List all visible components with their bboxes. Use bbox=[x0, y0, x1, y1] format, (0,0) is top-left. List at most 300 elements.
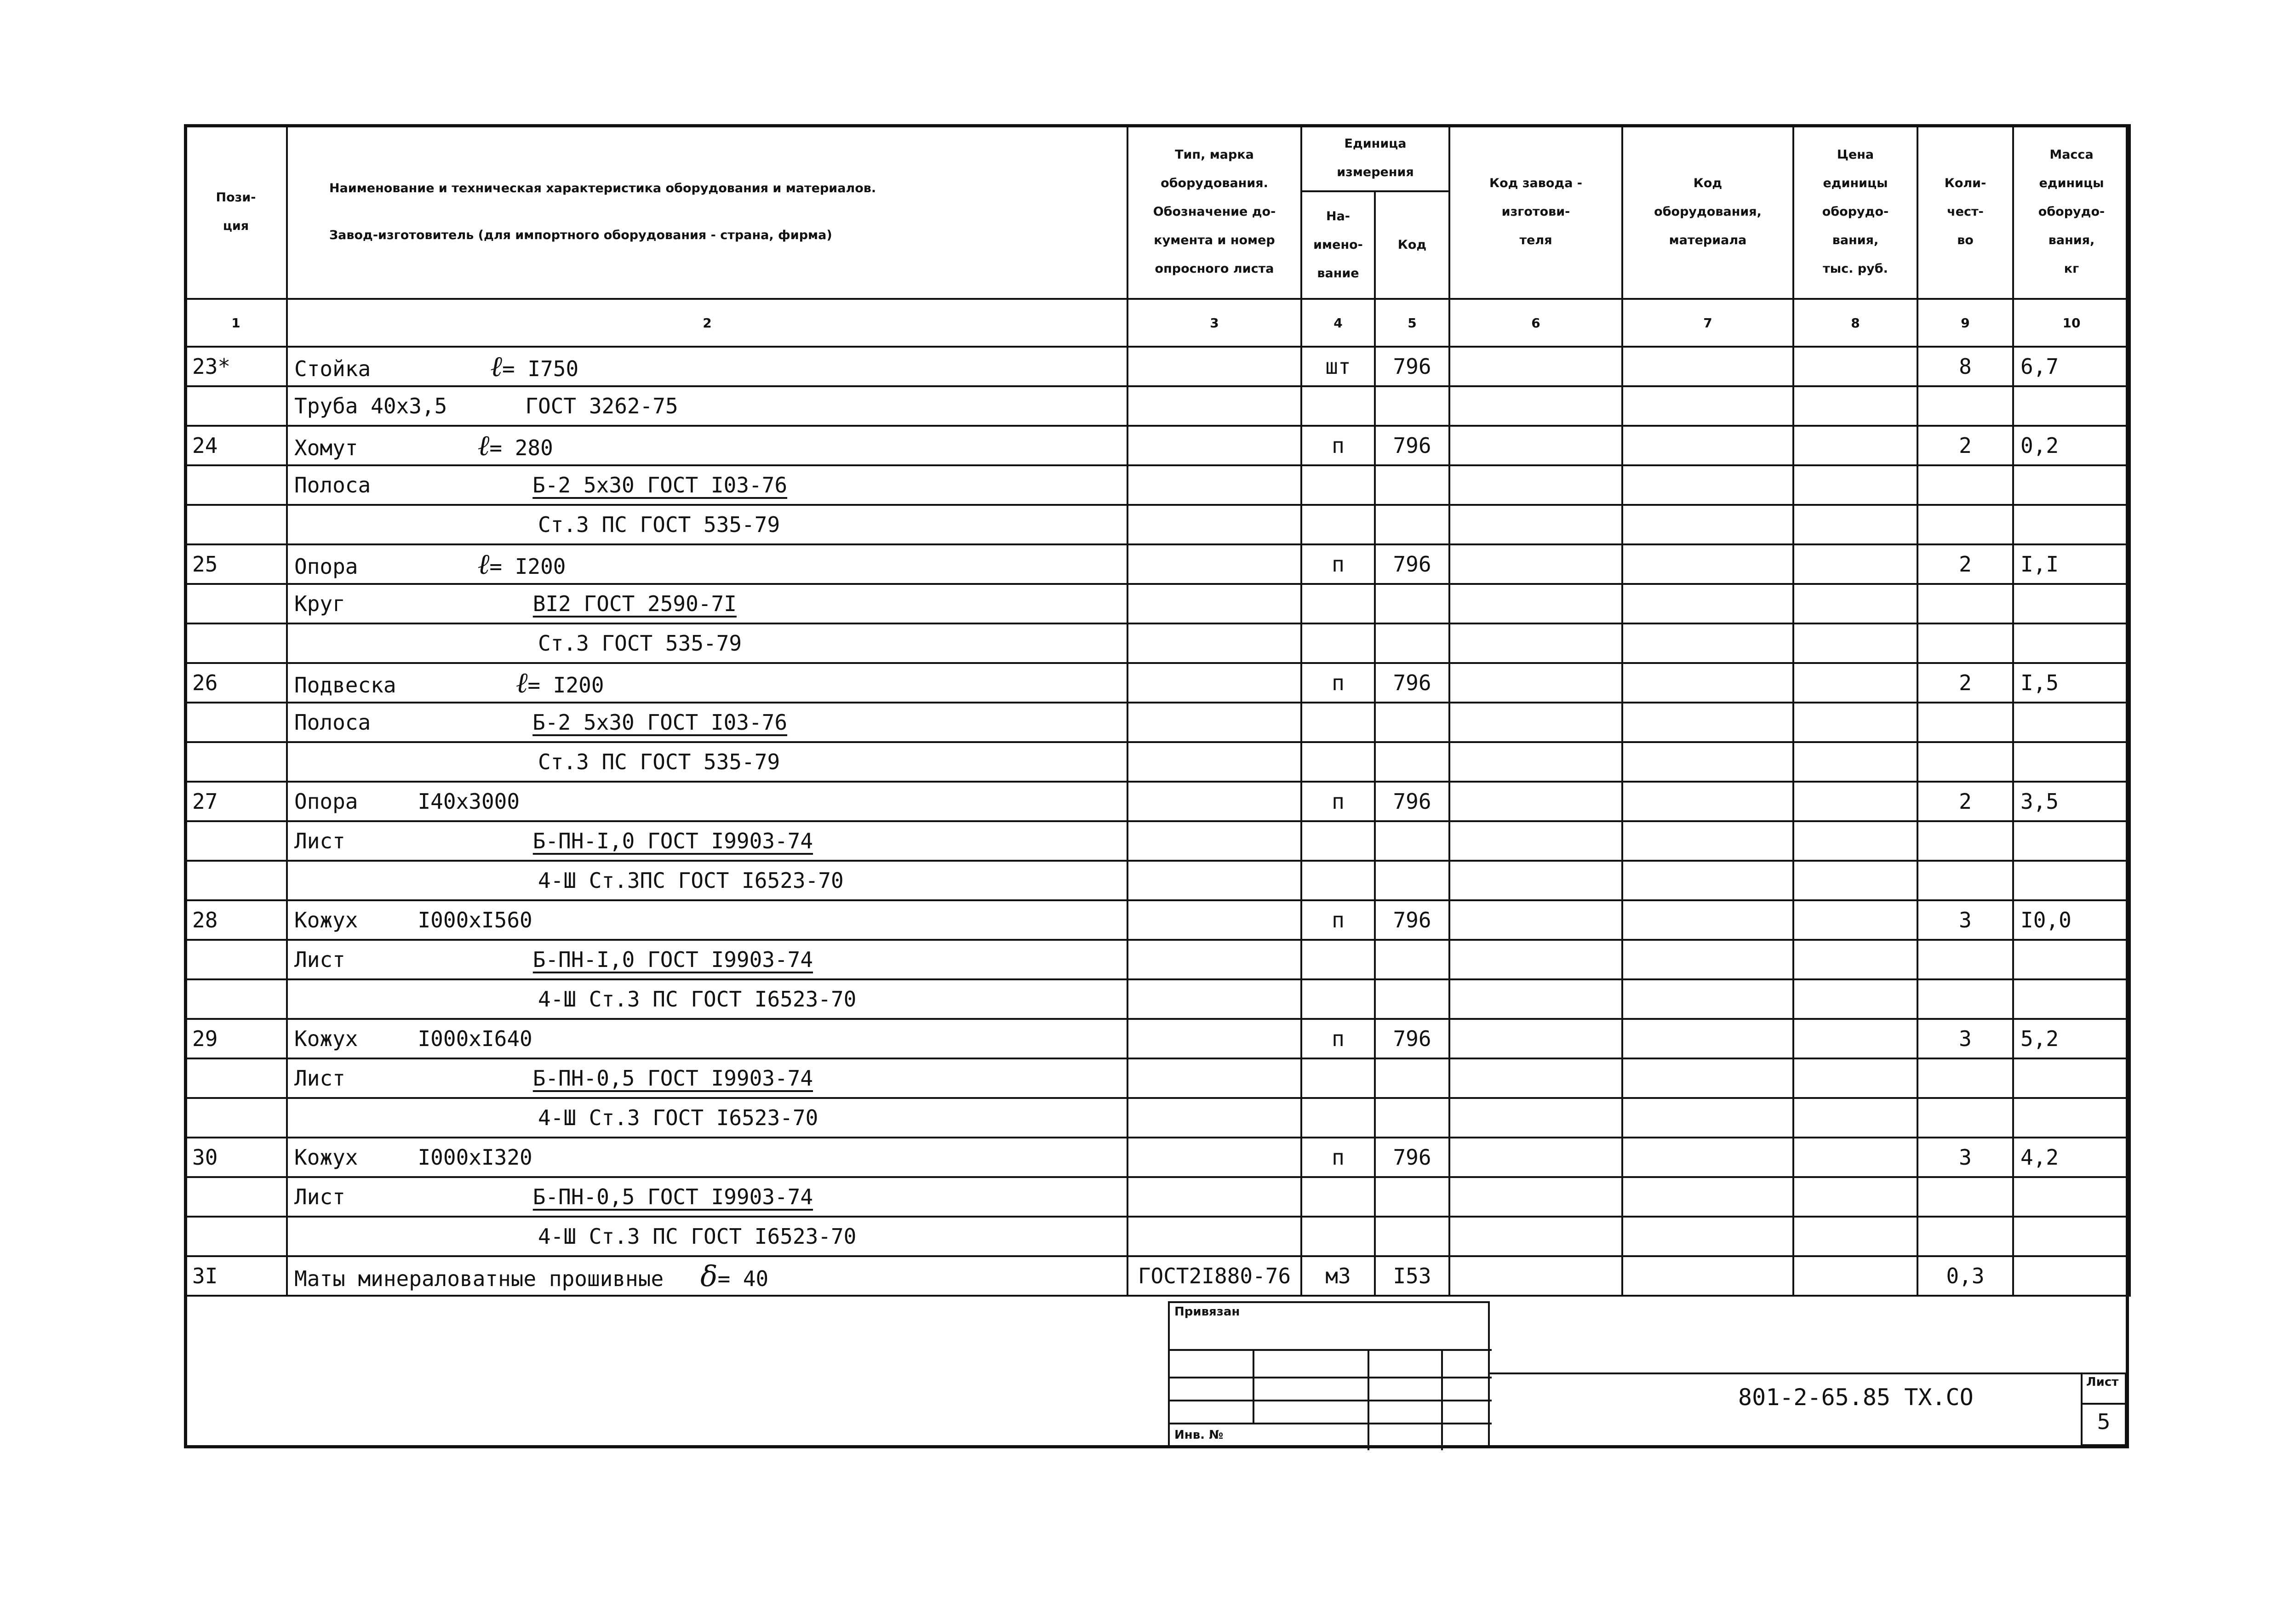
unit-name-cell bbox=[1301, 979, 1375, 1019]
standard-text: Б-ПН-I,0 ГОСТ I9903-74 bbox=[532, 947, 813, 972]
position-cell: 28 bbox=[185, 900, 287, 940]
item-name: Опора bbox=[294, 789, 358, 814]
standard-reference bbox=[345, 947, 813, 972]
name-cell bbox=[287, 821, 1127, 861]
document-cell bbox=[1127, 821, 1301, 861]
equipment-code-cell bbox=[1622, 1058, 1793, 1098]
header-text: Завод-изготовитель (для импортного оборудования - страна, фирма) bbox=[329, 228, 832, 242]
mass-cell bbox=[2013, 465, 2130, 505]
header-text: кг bbox=[2064, 262, 2079, 276]
sheet-number: 5 bbox=[2083, 1403, 2125, 1434]
header-equipment-code bbox=[1622, 125, 1793, 299]
name-cell bbox=[287, 505, 1127, 544]
unit-code-cell bbox=[1375, 1177, 1449, 1217]
column-number: 1 bbox=[185, 299, 287, 347]
mass-cell bbox=[2013, 1217, 2130, 1256]
quantity-cell: 2 bbox=[1917, 544, 2013, 584]
binding-stamp bbox=[1168, 1301, 1490, 1448]
unit-name-cell: п bbox=[1301, 1138, 1375, 1177]
item-parameter: = I200 bbox=[489, 554, 566, 579]
table-row bbox=[185, 544, 2130, 584]
unit-name-cell bbox=[1301, 1217, 1375, 1256]
mass-cell: I0,0 bbox=[2013, 900, 2130, 940]
table-row bbox=[185, 386, 2130, 426]
unit-code-cell bbox=[1375, 505, 1449, 544]
price-cell bbox=[1793, 900, 1917, 940]
standard-reference bbox=[294, 631, 742, 656]
quantity-cell bbox=[1917, 703, 2013, 742]
position-cell bbox=[185, 505, 287, 544]
maker-code-cell bbox=[1449, 1058, 1622, 1098]
unit-code-cell: 796 bbox=[1375, 782, 1449, 821]
header-maker-code bbox=[1449, 125, 1622, 299]
standard-text: Ст.3 ГОСТ 535-79 bbox=[538, 631, 742, 656]
bound-label: Привязан bbox=[1174, 1305, 1240, 1319]
maker-code-cell bbox=[1449, 900, 1622, 940]
unit-code-cell bbox=[1375, 465, 1449, 505]
document-cell bbox=[1127, 426, 1301, 465]
equipment-code-cell bbox=[1622, 1019, 1793, 1058]
table-row bbox=[185, 426, 2130, 465]
document-cell bbox=[1127, 782, 1301, 821]
specification-table bbox=[184, 124, 2131, 1297]
table-row bbox=[185, 623, 2130, 663]
table-row bbox=[185, 1138, 2130, 1177]
table-row bbox=[185, 1058, 2130, 1098]
unit-name-cell: п bbox=[1301, 782, 1375, 821]
document-cell bbox=[1127, 1019, 1301, 1058]
unit-code-cell bbox=[1375, 861, 1449, 900]
column-number: 4 bbox=[1301, 299, 1375, 347]
name-cell bbox=[287, 465, 1127, 505]
quantity-cell bbox=[1917, 979, 2013, 1019]
maker-code-cell bbox=[1449, 347, 1622, 386]
mass-cell bbox=[2013, 742, 2130, 782]
quantity-cell: 8 bbox=[1917, 347, 2013, 386]
equipment-code-cell bbox=[1622, 347, 1793, 386]
position-cell: 24 bbox=[185, 426, 287, 465]
unit-name-cell bbox=[1301, 505, 1375, 544]
equipment-code-cell bbox=[1622, 940, 1793, 979]
table-row bbox=[185, 979, 2130, 1019]
quantity-cell: 3 bbox=[1917, 1019, 2013, 1058]
header-quantity bbox=[1917, 125, 2013, 299]
position-cell bbox=[185, 623, 287, 663]
document-cell bbox=[1127, 465, 1301, 505]
document-cell bbox=[1127, 505, 1301, 544]
position-cell: 23* bbox=[185, 347, 287, 386]
standard-text: Б-2 5х30 ГОСТ I03-76 bbox=[532, 473, 788, 497]
stamp-line bbox=[1441, 1349, 1443, 1450]
standard-reference bbox=[447, 394, 678, 418]
standard-text: 4-Ш Ст.3 ПС ГОСТ I6523-70 bbox=[538, 1224, 857, 1249]
unit-code-cell bbox=[1375, 386, 1449, 426]
item-parameter: = 40 bbox=[717, 1266, 769, 1291]
quantity-cell bbox=[1917, 386, 2013, 426]
maker-code-cell bbox=[1449, 979, 1622, 1019]
document-cell bbox=[1127, 940, 1301, 979]
standard-text: Б-2 5х30 ГОСТ I03-76 bbox=[532, 710, 788, 735]
dimension-symbol: ℓ bbox=[477, 547, 490, 581]
unit-name-cell bbox=[1301, 386, 1375, 426]
table-row bbox=[185, 821, 2130, 861]
header-text: теля bbox=[1519, 233, 1552, 247]
document-cell bbox=[1127, 386, 1301, 426]
unit-name-cell: п bbox=[1301, 1019, 1375, 1058]
standard-text: Ст.3 ПС ГОСТ 535-79 bbox=[538, 749, 780, 774]
item-name: Лист bbox=[294, 947, 345, 972]
equipment-code-cell bbox=[1622, 900, 1793, 940]
unit-code-cell bbox=[1375, 742, 1449, 782]
maker-code-cell bbox=[1449, 623, 1622, 663]
equipment-code-cell bbox=[1622, 505, 1793, 544]
unit-code-cell bbox=[1375, 623, 1449, 663]
name-cell bbox=[287, 782, 1127, 821]
unit-name-cell bbox=[1301, 1177, 1375, 1217]
header-text: оборудо- bbox=[2038, 205, 2105, 219]
unit-name-cell: шт bbox=[1301, 347, 1375, 386]
dimension-symbol: ℓ bbox=[477, 429, 490, 462]
header-text: вания, bbox=[1832, 233, 1879, 247]
header-unit-group bbox=[1301, 125, 1449, 191]
header-text: оборудования. bbox=[1161, 176, 1268, 190]
table-row bbox=[185, 584, 2130, 623]
unit-code-cell: 796 bbox=[1375, 1138, 1449, 1177]
position-cell bbox=[185, 821, 287, 861]
position-cell bbox=[185, 1177, 287, 1217]
item-name: Полоса bbox=[294, 710, 371, 735]
header-text: На- bbox=[1326, 209, 1351, 223]
quantity-cell bbox=[1917, 505, 2013, 544]
equipment-code-cell bbox=[1622, 821, 1793, 861]
header-text: измерения bbox=[1337, 165, 1414, 179]
quantity-cell: 2 bbox=[1917, 782, 2013, 821]
quantity-cell bbox=[1917, 821, 2013, 861]
mass-cell bbox=[2013, 703, 2130, 742]
position-cell bbox=[185, 703, 287, 742]
maker-code-cell bbox=[1449, 703, 1622, 742]
unit-code-cell bbox=[1375, 1098, 1449, 1138]
column-number: 7 bbox=[1622, 299, 1793, 347]
unit-name-cell bbox=[1301, 940, 1375, 979]
item-name: Лист bbox=[294, 1184, 345, 1209]
quantity-cell: 3 bbox=[1917, 900, 2013, 940]
standard-text: ГОСТ 3262-75 bbox=[525, 394, 678, 418]
quantity-cell bbox=[1917, 1098, 2013, 1138]
position-cell: 25 bbox=[185, 544, 287, 584]
name-cell bbox=[287, 1256, 1127, 1296]
price-cell bbox=[1793, 821, 1917, 861]
name-cell bbox=[287, 742, 1127, 782]
column-number: 5 bbox=[1375, 299, 1449, 347]
price-cell bbox=[1793, 386, 1917, 426]
maker-code-cell bbox=[1449, 1177, 1622, 1217]
table-row bbox=[185, 940, 2130, 979]
column-number: 2 bbox=[287, 299, 1127, 347]
stamp-line bbox=[1170, 1423, 1492, 1424]
header-text: имено- bbox=[1313, 238, 1363, 252]
table-row bbox=[185, 1098, 2130, 1138]
position-cell bbox=[185, 861, 287, 900]
header-text: чест- bbox=[1947, 205, 1984, 219]
stamp-line bbox=[1368, 1349, 1369, 1450]
name-cell bbox=[287, 1098, 1127, 1138]
item-name: Лист bbox=[294, 829, 345, 853]
header-unit-name bbox=[1301, 191, 1375, 299]
header-text: Коли- bbox=[1944, 176, 1986, 190]
mass-cell: I,5 bbox=[2013, 663, 2130, 703]
mass-cell: 5,2 bbox=[2013, 1019, 2130, 1058]
quantity-cell bbox=[1917, 861, 2013, 900]
unit-code-cell: 796 bbox=[1375, 663, 1449, 703]
header-mass bbox=[2013, 125, 2130, 299]
header-text: Единица bbox=[1344, 137, 1407, 151]
item-name: Кожух bbox=[294, 908, 358, 932]
header-text: изготови- bbox=[1501, 205, 1570, 219]
mass-cell: I,I bbox=[2013, 544, 2130, 584]
maker-code-cell bbox=[1449, 742, 1622, 782]
mass-cell: 6,7 bbox=[2013, 347, 2130, 386]
name-cell bbox=[287, 663, 1127, 703]
item-parameter: I000хI640 bbox=[418, 1026, 532, 1051]
maker-code-cell bbox=[1449, 386, 1622, 426]
unit-code-cell bbox=[1375, 584, 1449, 623]
maker-code-cell bbox=[1449, 1217, 1622, 1256]
equipment-code-cell bbox=[1622, 1177, 1793, 1217]
item-name: Лист bbox=[294, 1066, 345, 1091]
equipment-code-cell bbox=[1622, 584, 1793, 623]
equipment-code-cell bbox=[1622, 1138, 1793, 1177]
price-cell bbox=[1793, 782, 1917, 821]
mass-cell bbox=[2013, 979, 2130, 1019]
standard-text: 4-Ш Ст.3 ГОСТ I6523-70 bbox=[538, 1105, 818, 1130]
column-number: 6 bbox=[1449, 299, 1622, 347]
mass-cell bbox=[2013, 1058, 2130, 1098]
quantity-cell bbox=[1917, 465, 2013, 505]
title-block-line bbox=[1490, 1372, 2129, 1374]
maker-code-cell bbox=[1449, 1098, 1622, 1138]
equipment-code-cell bbox=[1622, 782, 1793, 821]
header-text: Масса bbox=[2049, 148, 2094, 162]
price-cell bbox=[1793, 703, 1917, 742]
item-parameter: I000хI560 bbox=[418, 908, 532, 932]
unit-code-cell: 796 bbox=[1375, 544, 1449, 584]
equipment-code-cell bbox=[1622, 1217, 1793, 1256]
position-cell: 27 bbox=[185, 782, 287, 821]
item-parameter: = 280 bbox=[489, 435, 553, 460]
position-cell: 26 bbox=[185, 663, 287, 703]
maker-code-cell bbox=[1449, 544, 1622, 584]
standard-reference bbox=[345, 1184, 813, 1209]
unit-name-cell bbox=[1301, 861, 1375, 900]
sheet-label: Лист bbox=[2086, 1375, 2119, 1389]
table-row bbox=[185, 1256, 2130, 1296]
header-text: Пози- bbox=[216, 190, 256, 205]
price-cell bbox=[1793, 505, 1917, 544]
maker-code-cell bbox=[1449, 426, 1622, 465]
sheet-number-box bbox=[2081, 1372, 2127, 1446]
equipment-code-cell bbox=[1622, 979, 1793, 1019]
column-number-row bbox=[185, 299, 2130, 347]
table-row bbox=[185, 1019, 2130, 1058]
table-row bbox=[185, 1217, 2130, 1256]
item-name: Кожух bbox=[294, 1145, 358, 1170]
quantity-cell bbox=[1917, 742, 2013, 782]
name-cell bbox=[287, 623, 1127, 663]
table-row bbox=[185, 703, 2130, 742]
document-cell bbox=[1127, 742, 1301, 782]
quantity-cell bbox=[1917, 584, 2013, 623]
quantity-cell: 2 bbox=[1917, 663, 2013, 703]
unit-name-cell bbox=[1301, 821, 1375, 861]
unit-code-cell: 796 bbox=[1375, 426, 1449, 465]
item-parameter: I40х3000 bbox=[418, 789, 520, 814]
price-cell bbox=[1793, 1098, 1917, 1138]
header-text: Код bbox=[1693, 176, 1722, 190]
header-type bbox=[1127, 125, 1301, 299]
maker-code-cell bbox=[1449, 1138, 1622, 1177]
maker-code-cell bbox=[1449, 465, 1622, 505]
equipment-code-cell bbox=[1622, 1256, 1793, 1296]
name-cell bbox=[287, 584, 1127, 623]
name-cell bbox=[287, 544, 1127, 584]
item-name: Хомут bbox=[294, 435, 358, 460]
standard-text: Б-ПН-0,5 ГОСТ I9903-74 bbox=[532, 1066, 813, 1091]
header-text: опросного листа bbox=[1155, 262, 1274, 276]
header-position bbox=[185, 125, 287, 299]
item-parameter: = I200 bbox=[527, 673, 604, 698]
quantity-cell: 2 bbox=[1917, 426, 2013, 465]
name-cell bbox=[287, 979, 1127, 1019]
item-parameter: I000хI320 bbox=[418, 1145, 532, 1170]
header-text: Код завода - bbox=[1489, 176, 1583, 190]
mass-cell bbox=[2013, 1177, 2130, 1217]
mass-cell bbox=[2013, 505, 2130, 544]
table-row bbox=[185, 465, 2130, 505]
quantity-cell bbox=[1917, 1058, 2013, 1098]
name-cell bbox=[287, 940, 1127, 979]
item-name: Кожух bbox=[294, 1026, 358, 1051]
header-text: единицы bbox=[2039, 176, 2104, 190]
standard-reference bbox=[371, 710, 787, 735]
unit-code-cell: 796 bbox=[1375, 347, 1449, 386]
unit-code-cell: I53 bbox=[1375, 1256, 1449, 1296]
price-cell bbox=[1793, 1177, 1917, 1217]
mass-cell bbox=[2013, 821, 2130, 861]
unit-name-cell bbox=[1301, 1058, 1375, 1098]
specification-rows bbox=[185, 347, 2130, 1296]
item-name: Подвеска bbox=[294, 673, 396, 698]
maker-code-cell bbox=[1449, 821, 1622, 861]
header-text: во bbox=[1957, 233, 1974, 247]
mass-cell bbox=[2013, 1098, 2130, 1138]
quantity-cell: 3 bbox=[1917, 1138, 2013, 1177]
dimension-symbol: ℓ bbox=[490, 349, 502, 383]
mass-cell bbox=[2013, 861, 2130, 900]
price-cell bbox=[1793, 465, 1917, 505]
price-cell bbox=[1793, 1019, 1917, 1058]
price-cell bbox=[1793, 1217, 1917, 1256]
maker-code-cell bbox=[1449, 782, 1622, 821]
unit-name-cell bbox=[1301, 1098, 1375, 1138]
price-cell bbox=[1793, 663, 1917, 703]
position-cell bbox=[185, 584, 287, 623]
header-row-1 bbox=[185, 125, 2130, 191]
standard-text: 4-Ш Ст.3 ПС ГОСТ I6523-70 bbox=[538, 987, 857, 1012]
stamp-line bbox=[1170, 1400, 1492, 1401]
unit-code-cell: 796 bbox=[1375, 900, 1449, 940]
document-cell bbox=[1127, 703, 1301, 742]
mass-cell: 3,5 bbox=[2013, 782, 2130, 821]
equipment-code-cell bbox=[1622, 703, 1793, 742]
mass-cell: 0,2 bbox=[2013, 426, 2130, 465]
mass-cell bbox=[2013, 584, 2130, 623]
document-cell bbox=[1127, 1177, 1301, 1217]
document-cell bbox=[1127, 1098, 1301, 1138]
equipment-code-cell bbox=[1622, 861, 1793, 900]
mass-cell bbox=[2013, 1256, 2130, 1296]
unit-name-cell: п bbox=[1301, 663, 1375, 703]
standard-text: Ст.3 ПС ГОСТ 535-79 bbox=[538, 512, 780, 537]
item-name: Опора bbox=[294, 554, 358, 579]
equipment-code-cell bbox=[1622, 1098, 1793, 1138]
stamp-line bbox=[1170, 1349, 1492, 1351]
table-row bbox=[185, 742, 2130, 782]
position-cell bbox=[185, 465, 287, 505]
position-cell: 30 bbox=[185, 1138, 287, 1177]
item-name: Труба 40х3,5 bbox=[294, 394, 447, 418]
unit-name-cell: п bbox=[1301, 900, 1375, 940]
equipment-code-cell bbox=[1622, 623, 1793, 663]
item-name: Круг bbox=[294, 591, 345, 616]
equipment-code-cell bbox=[1622, 663, 1793, 703]
position-cell bbox=[185, 1058, 287, 1098]
standard-reference bbox=[294, 868, 844, 893]
unit-name-cell bbox=[1301, 623, 1375, 663]
unit-name-cell bbox=[1301, 703, 1375, 742]
mass-cell bbox=[2013, 623, 2130, 663]
price-cell bbox=[1793, 861, 1917, 900]
name-cell bbox=[287, 703, 1127, 742]
unit-name-cell bbox=[1301, 584, 1375, 623]
header-text: оборудования, bbox=[1654, 205, 1762, 219]
document-cell bbox=[1127, 900, 1301, 940]
position-cell bbox=[185, 1217, 287, 1256]
quantity-cell bbox=[1917, 1217, 2013, 1256]
name-cell bbox=[287, 1019, 1127, 1058]
unit-code-cell: 796 bbox=[1375, 1019, 1449, 1058]
standard-reference bbox=[294, 749, 780, 774]
unit-name-cell: п bbox=[1301, 544, 1375, 584]
standard-text: Б-ПН-I,0 ГОСТ I9903-74 bbox=[532, 829, 813, 853]
table-row bbox=[185, 782, 2130, 821]
standard-reference bbox=[345, 1066, 813, 1091]
maker-code-cell bbox=[1449, 584, 1622, 623]
quantity-cell bbox=[1917, 940, 2013, 979]
unit-code-cell bbox=[1375, 1217, 1449, 1256]
quantity-cell bbox=[1917, 623, 2013, 663]
stamp-line bbox=[1170, 1377, 1492, 1378]
position-cell bbox=[185, 1098, 287, 1138]
price-cell bbox=[1793, 742, 1917, 782]
maker-code-cell bbox=[1449, 505, 1622, 544]
name-cell bbox=[287, 1058, 1127, 1098]
header-text: вания, bbox=[2048, 233, 2095, 247]
table-row bbox=[185, 347, 2130, 386]
header-text: Цена bbox=[1837, 148, 1874, 162]
price-cell bbox=[1793, 1058, 1917, 1098]
header-text: единицы bbox=[1823, 176, 1888, 190]
